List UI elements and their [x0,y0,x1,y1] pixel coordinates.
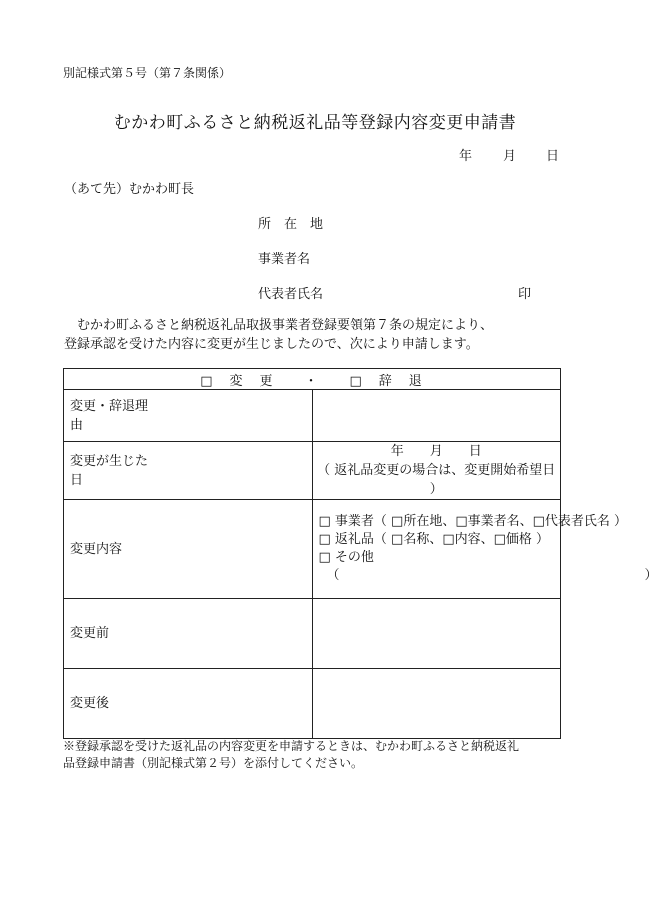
body-text-line-2: 登録承認を受けた内容に変更が生じましたので、次により申請します。 [64,337,479,352]
reason-field[interactable] [312,390,561,442]
body-text-line-1: むかわ町ふるさと納税返礼品取扱事業者登録要領第７条の規定により、 [77,318,494,333]
content-option-business[interactable]: □ 事業者（ □所在地、□事業者名、□代表者氏名 ） [318,514,628,529]
occurred-date-label-line-1: 変更が生じた [70,453,149,469]
after-change-label: 変更後 [64,669,313,739]
application-table [63,368,658,739]
occurred-date-value: 年 月 日 [390,444,482,459]
before-change-label: 変更前 [64,599,313,669]
footnote-line-2: 品登録申請書（別記様式第２号）を添付してください。 [63,756,364,770]
business-name-label: 事業者名 [258,252,311,267]
change-content-label: 変更内容 [64,500,313,599]
other-detail-close-paren: ） [644,568,658,583]
occurred-date-label [64,442,313,500]
occurred-date-label-line-2: 日 [70,472,84,488]
occurred-date-field[interactable] [312,442,561,500]
footnote-line-1: ※登録承認を受けた返礼品の内容変更を申請するときは、むかわ町ふるさと納税返礼 [63,739,520,753]
before-change-field[interactable] [312,599,561,669]
date-year-label: 年 [459,149,473,164]
representative-name-label: 代表者氏名 [258,287,324,302]
after-change-field[interactable] [312,669,561,739]
content-option-other[interactable]: □ その他 [318,550,374,565]
reason-label [64,390,313,442]
other-detail-open-paren: （ [326,568,340,583]
body-text [64,316,493,354]
location-label: 所 在 地 [258,217,324,232]
reason-label-line-2: 由 [70,417,84,433]
change-withdraw-header[interactable]: □ 変 更 ・ □ 辞 退 [64,369,561,390]
other-detail-row[interactable] [319,567,658,585]
seal-mark: 印 [518,287,532,302]
document-title: むかわ町ふるさと納税返礼品等登録内容変更申請書 [113,113,517,133]
reason-label-line-1: 変更・辞退理 [70,398,149,414]
date-day-label: 日 [546,149,560,164]
content-option-item[interactable]: □ 返礼品（ □名称、□内容、□価格 ） [318,532,550,547]
occurred-date-note: （ 返礼品変更の場合は、変更開始希望日 ） [317,463,556,497]
footnote [63,738,519,772]
change-content-field[interactable] [312,500,658,599]
addressee: （あて先）むかわ町長 [64,182,195,197]
form-number: 別記様式第５号（第７条関係） [63,66,232,80]
date-month-label: 月 [503,149,517,164]
